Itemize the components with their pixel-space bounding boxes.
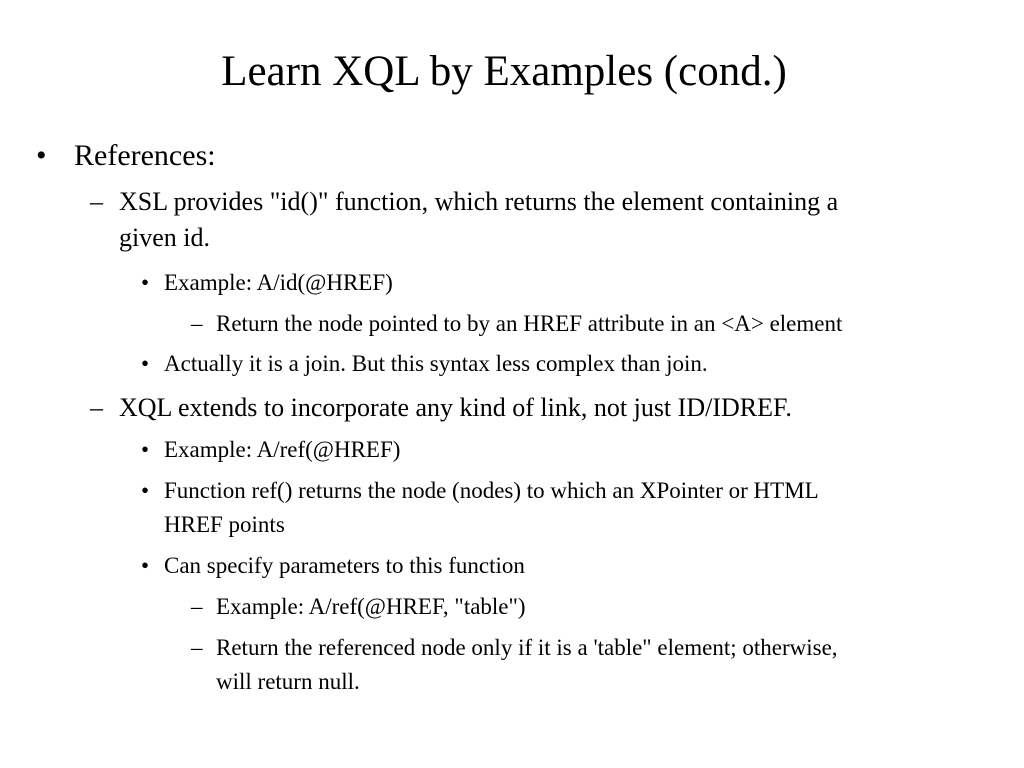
sub-sub-bullet-text: Actually it is a join. But this syntax less complex than join. [164,351,708,376]
dash-marker: – [90,393,103,422]
level4-text-line-2: will return null. [216,669,360,694]
sub-sub-bullet-text: Example: A/id(@HREF) [164,270,393,295]
level4-text: Return the node pointed to by an HREF attribute in an <A> element [216,311,843,336]
dash-marker: – [191,635,203,660]
dash-marker: – [90,187,103,216]
level4-text-line-1: Return the referenced node only if it is a 'table" element; otherwise, [216,635,838,660]
dash-marker: – [191,594,203,619]
bullet-marker: • [141,553,150,578]
sub-sub-bullet-text-line-2: HREF points [164,512,285,537]
sub-bullet-text: XQL extends to incorporate any kind of link, not just ID/IDREF. [119,393,792,422]
sub-sub-bullet-text: Example: A/ref(@HREF) [164,437,401,462]
bullet-marker: • [141,351,150,376]
dash-marker: – [191,311,203,336]
bullet-text: References: [74,139,216,172]
bullet-marker: • [141,437,150,462]
level4-text: Example: A/ref(@HREF, "table") [216,594,526,619]
bullet-marker: • [141,270,150,295]
sub-bullet-text-line-2: given id. [119,223,210,252]
sub-sub-bullet-text-line-1: Function ref() returns the node (nodes) to which an XPointer or HTML [164,478,819,503]
sub-bullet-text-line-1: XSL provides "id()" function, which returns the element containing a [119,187,839,216]
bullet-marker: • [141,478,150,503]
bullet-marker: • [36,139,47,172]
sub-sub-bullet-text: Can specify parameters to this function [164,553,525,578]
slide-title: Learn XQL by Examples (cond.) [221,48,787,95]
